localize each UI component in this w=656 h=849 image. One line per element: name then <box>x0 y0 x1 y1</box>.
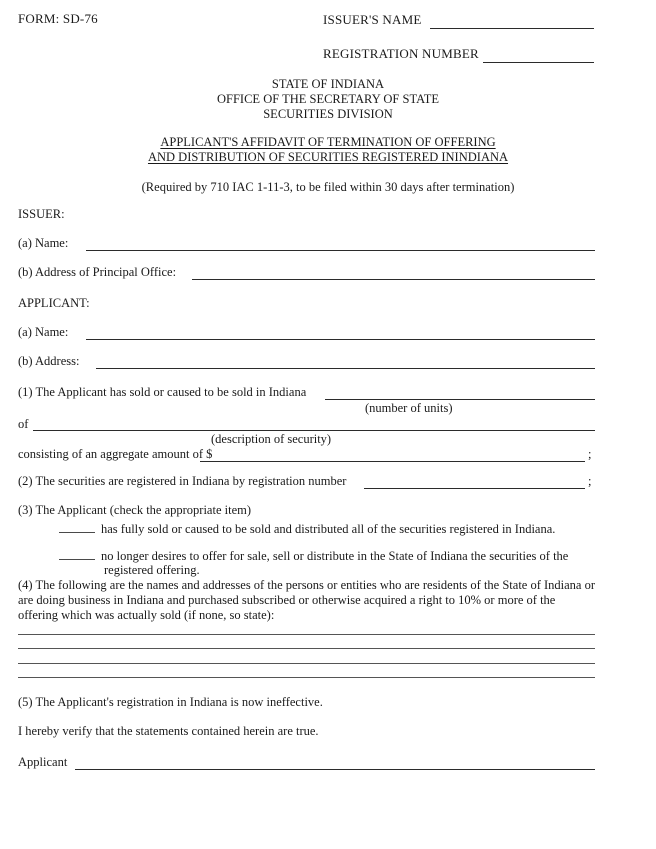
item3-option-1-label: has fully sold or caused to be sold and distributed all of the securities registered in Indiana. <box>101 521 556 536</box>
form-number: FORM: SD-76 <box>18 11 98 26</box>
document-title-line-1 <box>0 135 656 150</box>
document-title-text-2: AND DISTRIBUTION OF SECURITIES REGISTERED ININDIANA <box>147 150 509 164</box>
item1-lead-text: (1) The Applicant has sold or caused to be sold in Indiana <box>18 385 307 399</box>
issuer-name-label: ISSUER'S NAME <box>323 12 422 27</box>
item4-blank-line-2[interactable] <box>18 648 595 649</box>
signature-input-line[interactable] <box>75 769 595 770</box>
issuer-name-field-line[interactable] <box>86 250 595 251</box>
applicant-address-field-label: (b) Address: <box>18 354 80 368</box>
issuer-section-heading: ISSUER: <box>18 207 65 221</box>
item1-units-caption: (number of units) <box>365 401 453 415</box>
item3-option-1-checkbox-blank[interactable] <box>59 521 95 533</box>
item1-terminator: ; <box>588 447 592 461</box>
item4-blank-line-4[interactable] <box>18 677 595 678</box>
verification-text: I hereby verify that the statements contained herein are true. <box>18 724 319 738</box>
document-subtitle: (Required by 710 IAC 1-11-3, to be filed within 30 days after termination) <box>141 180 515 194</box>
applicant-address-field-line[interactable] <box>96 368 595 369</box>
registration-number-input-line[interactable] <box>483 62 594 63</box>
agency-line-1: STATE OF INDIANA <box>271 77 385 91</box>
item1-aggregate-label: consisting of an aggregate amount of $ <box>18 447 213 461</box>
item1-aggregate-input-line[interactable] <box>200 461 585 462</box>
issuer-address-field-line[interactable] <box>192 279 595 280</box>
document-title-line-2 <box>0 150 656 165</box>
item4-text: (4) The following are the names and addresses of the persons or entities who are residents of the State of Indiana or are doing business in Indiana and purchased subscribed or otherwise acquired a right to 10% or more of the offering which was actually sold (if none, so state): <box>18 578 596 622</box>
signature-label: Applicant <box>18 755 68 769</box>
agency-line-2: OFFICE OF THE SECRETARY OF STATE <box>217 92 439 106</box>
item4-blank-line-1[interactable] <box>18 634 595 635</box>
issuer-address-field-label: (b) Address of Principal Office: <box>18 265 177 279</box>
item2-text: (2) The securities are registered in Indiana by registration number <box>18 474 347 488</box>
item3-option-2-label: no longer desires to offer for sale, sell or distribute in the State of Indiana the securities of the <box>101 548 569 563</box>
item1-description-caption: (description of security) <box>211 432 332 446</box>
registration-number-label: REGISTRATION NUMBER <box>323 46 479 61</box>
item4-blank-line-3[interactable] <box>18 663 595 664</box>
item3-lead-text: (3) The Applicant (check the appropriate item) <box>18 503 252 517</box>
applicant-name-field-line[interactable] <box>86 339 595 340</box>
document-title-text-1: APPLICANT'S AFFIDAVIT OF TERMINATION OF OFFERING <box>160 135 496 149</box>
item3-option-2-checkbox-blank[interactable] <box>59 548 95 560</box>
item1-description-input-line[interactable] <box>33 430 595 431</box>
item2-terminator: ; <box>588 474 592 488</box>
item2-registration-input-line[interactable] <box>364 488 585 489</box>
applicant-section-heading: APPLICANT: <box>18 296 90 310</box>
applicant-name-field-label: (a) Name: <box>18 325 69 339</box>
item1-of-label: of <box>18 417 29 431</box>
item3-option-2[interactable] <box>59 548 568 563</box>
item1-units-input-line[interactable] <box>325 399 595 400</box>
issuer-name-input-line[interactable] <box>430 28 594 29</box>
agency-line-3: SECURITIES DIVISION <box>263 107 393 121</box>
issuer-name-field-label: (a) Name: <box>18 236 69 250</box>
item5-text: (5) The Applicant's registration in Indiana is now ineffective. <box>18 695 323 709</box>
item3-option-1[interactable] <box>59 521 555 536</box>
item3-option-2-label-continued: registered offering. <box>104 563 200 577</box>
